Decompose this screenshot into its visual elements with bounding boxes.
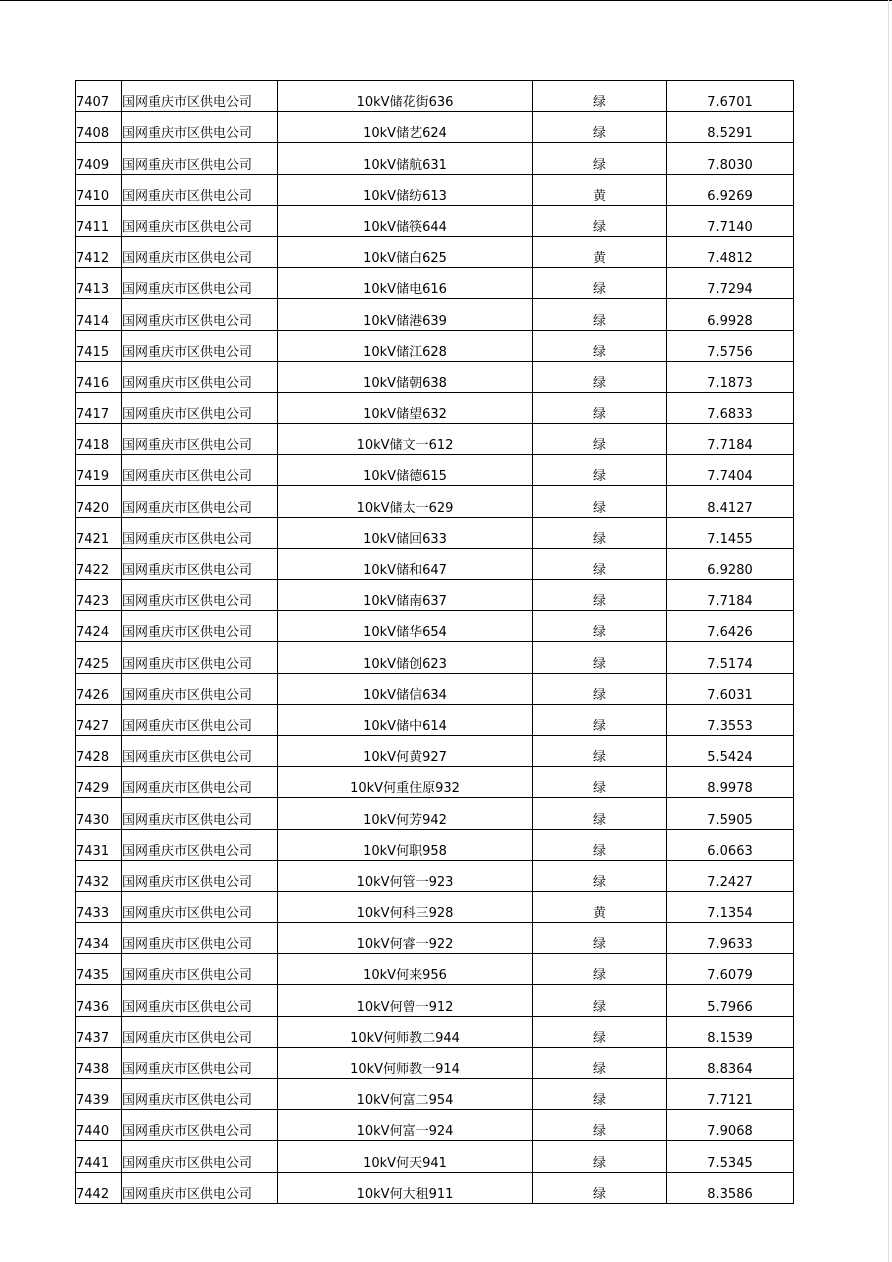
table-row [76,1079,794,1110]
company-cell: 国网重庆市区供电公司 [122,205,278,236]
value-cell: 7.7140 [667,205,794,236]
row-id-cell: 7440 [76,1110,122,1141]
row-id-cell: 7418 [76,424,122,455]
company-cell: 国网重庆市区供电公司 [122,1047,278,1078]
table-row [76,1110,794,1141]
company-cell: 国网重庆市区供电公司 [122,704,278,735]
row-id-cell: 7432 [76,860,122,891]
color-grade-cell: 绿 [533,330,667,361]
line-name-cell: 10kV储回633 [278,517,533,548]
color-grade-cell: 绿 [533,1047,667,1078]
table-row [76,392,794,423]
table-row [76,1172,794,1203]
table-row [76,798,794,829]
table-row [76,673,794,704]
color-grade-cell: 绿 [533,860,667,891]
company-cell: 国网重庆市区供电公司 [122,891,278,922]
row-id-cell: 7431 [76,829,122,860]
value-cell: 7.7184 [667,424,794,455]
line-name-cell: 10kV何管一923 [278,860,533,891]
value-cell: 7.6079 [667,954,794,985]
company-cell: 国网重庆市区供电公司 [122,798,278,829]
row-id-cell: 7425 [76,642,122,673]
company-cell: 国网重庆市区供电公司 [122,455,278,486]
value-cell: 7.5905 [667,798,794,829]
row-id-cell: 7409 [76,143,122,174]
line-name-cell: 10kV何师教一914 [278,1047,533,1078]
value-cell: 5.5424 [667,735,794,766]
color-grade-cell: 绿 [533,1110,667,1141]
line-name-cell: 10kV何大租911 [278,1172,533,1203]
row-id-cell: 7420 [76,486,122,517]
company-cell: 国网重庆市区供电公司 [122,268,278,299]
company-cell: 国网重庆市区供电公司 [122,1110,278,1141]
row-id-cell: 7423 [76,580,122,611]
table-row [76,923,794,954]
value-cell: 7.1873 [667,361,794,392]
color-grade-cell: 黄 [533,891,667,922]
company-cell: 国网重庆市区供电公司 [122,1141,278,1172]
row-id-cell: 7441 [76,1141,122,1172]
color-grade-cell: 绿 [533,829,667,860]
value-cell: 6.9269 [667,174,794,205]
color-grade-cell: 绿 [533,1079,667,1110]
table-row [76,236,794,267]
value-cell: 7.4812 [667,236,794,267]
value-cell: 8.5291 [667,112,794,143]
line-name-cell: 10kV储太一629 [278,486,533,517]
line-name-cell: 10kV储港639 [278,299,533,330]
color-grade-cell: 绿 [533,424,667,455]
line-name-cell: 10kV储文一612 [278,424,533,455]
line-name-cell: 10kV何天941 [278,1141,533,1172]
value-cell: 8.8364 [667,1047,794,1078]
line-name-cell: 10kV储创623 [278,642,533,673]
value-cell: 7.3553 [667,704,794,735]
table-row [76,330,794,361]
value-cell: 7.6426 [667,611,794,642]
company-cell: 国网重庆市区供电公司 [122,923,278,954]
company-cell: 国网重庆市区供电公司 [122,673,278,704]
table-row [76,860,794,891]
table-row [76,891,794,922]
table-row [76,985,794,1016]
line-name-cell: 10kV储信634 [278,673,533,704]
value-cell: 7.2427 [667,860,794,891]
company-cell: 国网重庆市区供电公司 [122,642,278,673]
line-name-cell: 10kV储电616 [278,268,533,299]
color-grade-cell: 绿 [533,361,667,392]
company-cell: 国网重庆市区供电公司 [122,112,278,143]
row-id-cell: 7436 [76,985,122,1016]
row-id-cell: 7413 [76,268,122,299]
line-name-cell: 10kV储中614 [278,704,533,735]
value-cell: 7.1455 [667,517,794,548]
color-grade-cell: 绿 [533,642,667,673]
color-grade-cell: 绿 [533,580,667,611]
table-row [76,548,794,579]
row-id-cell: 7417 [76,392,122,423]
value-cell: 7.6031 [667,673,794,704]
color-grade-cell: 绿 [533,299,667,330]
row-id-cell: 7410 [76,174,122,205]
line-name-cell: 10kV何科三928 [278,891,533,922]
color-grade-cell: 绿 [533,268,667,299]
table-row [76,517,794,548]
table-row [76,735,794,766]
color-grade-cell: 绿 [533,798,667,829]
table-row [76,424,794,455]
line-name-cell: 10kV何师教二944 [278,1016,533,1047]
color-grade-cell: 绿 [533,673,667,704]
company-cell: 国网重庆市区供电公司 [122,143,278,174]
company-cell: 国网重庆市区供电公司 [122,1172,278,1203]
table-row [76,829,794,860]
table-row [76,1141,794,1172]
value-cell: 6.0663 [667,829,794,860]
color-grade-cell: 绿 [533,143,667,174]
row-id-cell: 7416 [76,361,122,392]
table-row [76,642,794,673]
line-name-cell: 10kV储花街636 [278,81,533,112]
value-cell: 7.7184 [667,580,794,611]
line-name-cell: 10kV何黄927 [278,735,533,766]
table-row [76,455,794,486]
row-id-cell: 7419 [76,455,122,486]
color-grade-cell: 绿 [533,517,667,548]
company-cell: 国网重庆市区供电公司 [122,985,278,1016]
table-row [76,611,794,642]
table-row [76,143,794,174]
color-grade-cell: 黄 [533,174,667,205]
color-grade-cell: 绿 [533,1141,667,1172]
line-name-cell: 10kV储艺624 [278,112,533,143]
table-row [76,205,794,236]
company-cell: 国网重庆市区供电公司 [122,954,278,985]
value-cell: 7.1354 [667,891,794,922]
color-grade-cell: 绿 [533,1016,667,1047]
line-name-cell: 10kV何职958 [278,829,533,860]
company-cell: 国网重庆市区供电公司 [122,548,278,579]
row-id-cell: 7421 [76,517,122,548]
line-name-cell: 10kV储望632 [278,392,533,423]
row-id-cell: 7430 [76,798,122,829]
row-id-cell: 7414 [76,299,122,330]
table-row [76,954,794,985]
row-id-cell: 7428 [76,735,122,766]
company-cell: 国网重庆市区供电公司 [122,174,278,205]
row-id-cell: 7437 [76,1016,122,1047]
page-right-edge [888,0,889,1262]
color-grade-cell: 绿 [533,205,667,236]
line-name-cell: 10kV储华654 [278,611,533,642]
line-name-cell: 10kV储航631 [278,143,533,174]
line-name-cell: 10kV储朝638 [278,361,533,392]
value-cell: 7.9633 [667,923,794,954]
value-cell: 5.7966 [667,985,794,1016]
company-cell: 国网重庆市区供电公司 [122,486,278,517]
company-cell: 国网重庆市区供电公司 [122,611,278,642]
table-row [76,767,794,798]
line-name-cell: 10kV储南637 [278,580,533,611]
color-grade-cell: 绿 [533,704,667,735]
company-cell: 国网重庆市区供电公司 [122,767,278,798]
color-grade-cell: 绿 [533,81,667,112]
color-grade-cell: 绿 [533,548,667,579]
row-id-cell: 7412 [76,236,122,267]
color-grade-cell: 绿 [533,486,667,517]
line-name-cell: 10kV储筷644 [278,205,533,236]
color-grade-cell: 绿 [533,985,667,1016]
row-id-cell: 7422 [76,548,122,579]
value-cell: 7.7294 [667,268,794,299]
color-grade-cell: 绿 [533,954,667,985]
color-grade-cell: 黄 [533,236,667,267]
value-cell: 7.7404 [667,455,794,486]
line-name-cell: 10kV何富二954 [278,1079,533,1110]
row-id-cell: 7426 [76,673,122,704]
row-id-cell: 7411 [76,205,122,236]
value-cell: 7.5345 [667,1141,794,1172]
color-grade-cell: 绿 [533,767,667,798]
row-id-cell: 7427 [76,704,122,735]
value-cell: 8.4127 [667,486,794,517]
value-cell: 8.9978 [667,767,794,798]
value-cell: 7.8030 [667,143,794,174]
page-top-rule [0,0,892,1]
color-grade-cell: 绿 [533,923,667,954]
row-id-cell: 7435 [76,954,122,985]
color-grade-cell: 绿 [533,455,667,486]
row-id-cell: 7439 [76,1079,122,1110]
value-cell: 7.5756 [667,330,794,361]
table-row [76,81,794,112]
table-row [76,1047,794,1078]
line-name-cell: 10kV储纺613 [278,174,533,205]
line-name-cell: 10kV何富一924 [278,1110,533,1141]
row-id-cell: 7434 [76,923,122,954]
company-cell: 国网重庆市区供电公司 [122,361,278,392]
line-name-cell: 10kV储白625 [278,236,533,267]
table-row [76,174,794,205]
color-grade-cell: 绿 [533,611,667,642]
line-name-cell: 10kV何睿一922 [278,923,533,954]
value-cell: 6.9928 [667,299,794,330]
table-row [76,112,794,143]
color-grade-cell: 绿 [533,392,667,423]
color-grade-cell: 绿 [533,112,667,143]
row-id-cell: 7429 [76,767,122,798]
value-cell: 7.6701 [667,81,794,112]
value-cell: 6.9280 [667,548,794,579]
table-row [76,704,794,735]
value-cell: 7.9068 [667,1110,794,1141]
row-id-cell: 7415 [76,330,122,361]
row-id-cell: 7408 [76,112,122,143]
table-row [76,580,794,611]
row-id-cell: 7407 [76,81,122,112]
line-name-cell: 10kV储德615 [278,455,533,486]
table-row [76,268,794,299]
company-cell: 国网重庆市区供电公司 [122,299,278,330]
line-name-cell: 10kV何芳942 [278,798,533,829]
company-cell: 国网重庆市区供电公司 [122,580,278,611]
row-id-cell: 7424 [76,611,122,642]
line-name-cell: 10kV何曾一912 [278,985,533,1016]
company-cell: 国网重庆市区供电公司 [122,517,278,548]
company-cell: 国网重庆市区供电公司 [122,1079,278,1110]
value-cell: 7.5174 [667,642,794,673]
row-id-cell: 7438 [76,1047,122,1078]
value-cell: 7.7121 [667,1079,794,1110]
color-grade-cell: 绿 [533,1172,667,1203]
value-cell: 7.6833 [667,392,794,423]
data-table [75,80,794,1204]
line-name-cell: 10kV储江628 [278,330,533,361]
company-cell: 国网重庆市区供电公司 [122,236,278,267]
line-name-cell: 10kV储和647 [278,548,533,579]
line-name-cell: 10kV何重住原932 [278,767,533,798]
table-body [76,81,794,1204]
company-cell: 国网重庆市区供电公司 [122,424,278,455]
row-id-cell: 7433 [76,891,122,922]
company-cell: 国网重庆市区供电公司 [122,392,278,423]
company-cell: 国网重庆市区供电公司 [122,81,278,112]
value-cell: 8.3586 [667,1172,794,1203]
value-cell: 8.1539 [667,1016,794,1047]
color-grade-cell: 绿 [533,735,667,766]
company-cell: 国网重庆市区供电公司 [122,735,278,766]
company-cell: 国网重庆市区供电公司 [122,330,278,361]
line-name-cell: 10kV何来956 [278,954,533,985]
company-cell: 国网重庆市区供电公司 [122,829,278,860]
table-row [76,299,794,330]
company-cell: 国网重庆市区供电公司 [122,1016,278,1047]
row-id-cell: 7442 [76,1172,122,1203]
company-cell: 国网重庆市区供电公司 [122,860,278,891]
table-row [76,1016,794,1047]
table-row [76,361,794,392]
table-row [76,486,794,517]
